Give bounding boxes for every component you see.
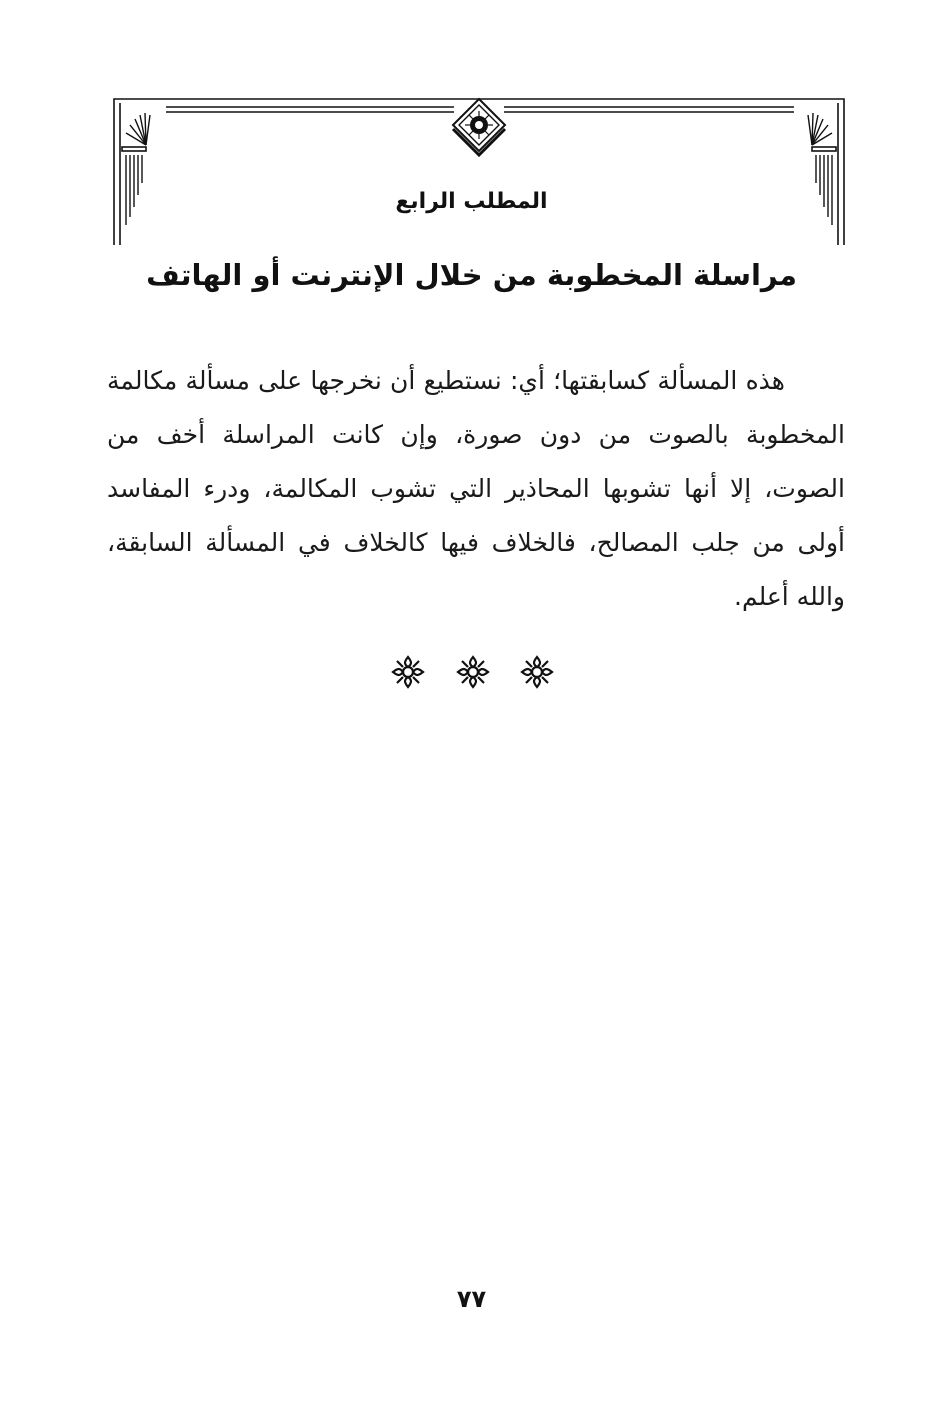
- body-paragraph: هذه المسألة كسابقتها؛ أي: نستطيع أن نخرجها على مسألة مكالمة المخطوبة بالصوت من دون صورة، وإن كانت المراسلة أخف من الصوت، إلا أنها تشوبها المحاذير التي تشوب المكالمة، ودرء المفاسد أولى من جلب المصالح، فالخلاف فيها كالخلاف في المسألة السابقة، والله أعلم.: [107, 366, 845, 611]
- page-number: ٧٧: [456, 1285, 487, 1313]
- floral-ornament-icon: [390, 654, 426, 690]
- page-title: مراسلة المخطوبة من خلال الإنترنت أو الهاتف: [146, 258, 797, 292]
- floral-ornament-icon: [455, 654, 491, 690]
- section-label: المطلب الرابع: [395, 189, 548, 214]
- section-separator: [390, 652, 555, 692]
- header-frame-ornament: [108, 95, 850, 250]
- floral-ornament-icon: [519, 654, 555, 690]
